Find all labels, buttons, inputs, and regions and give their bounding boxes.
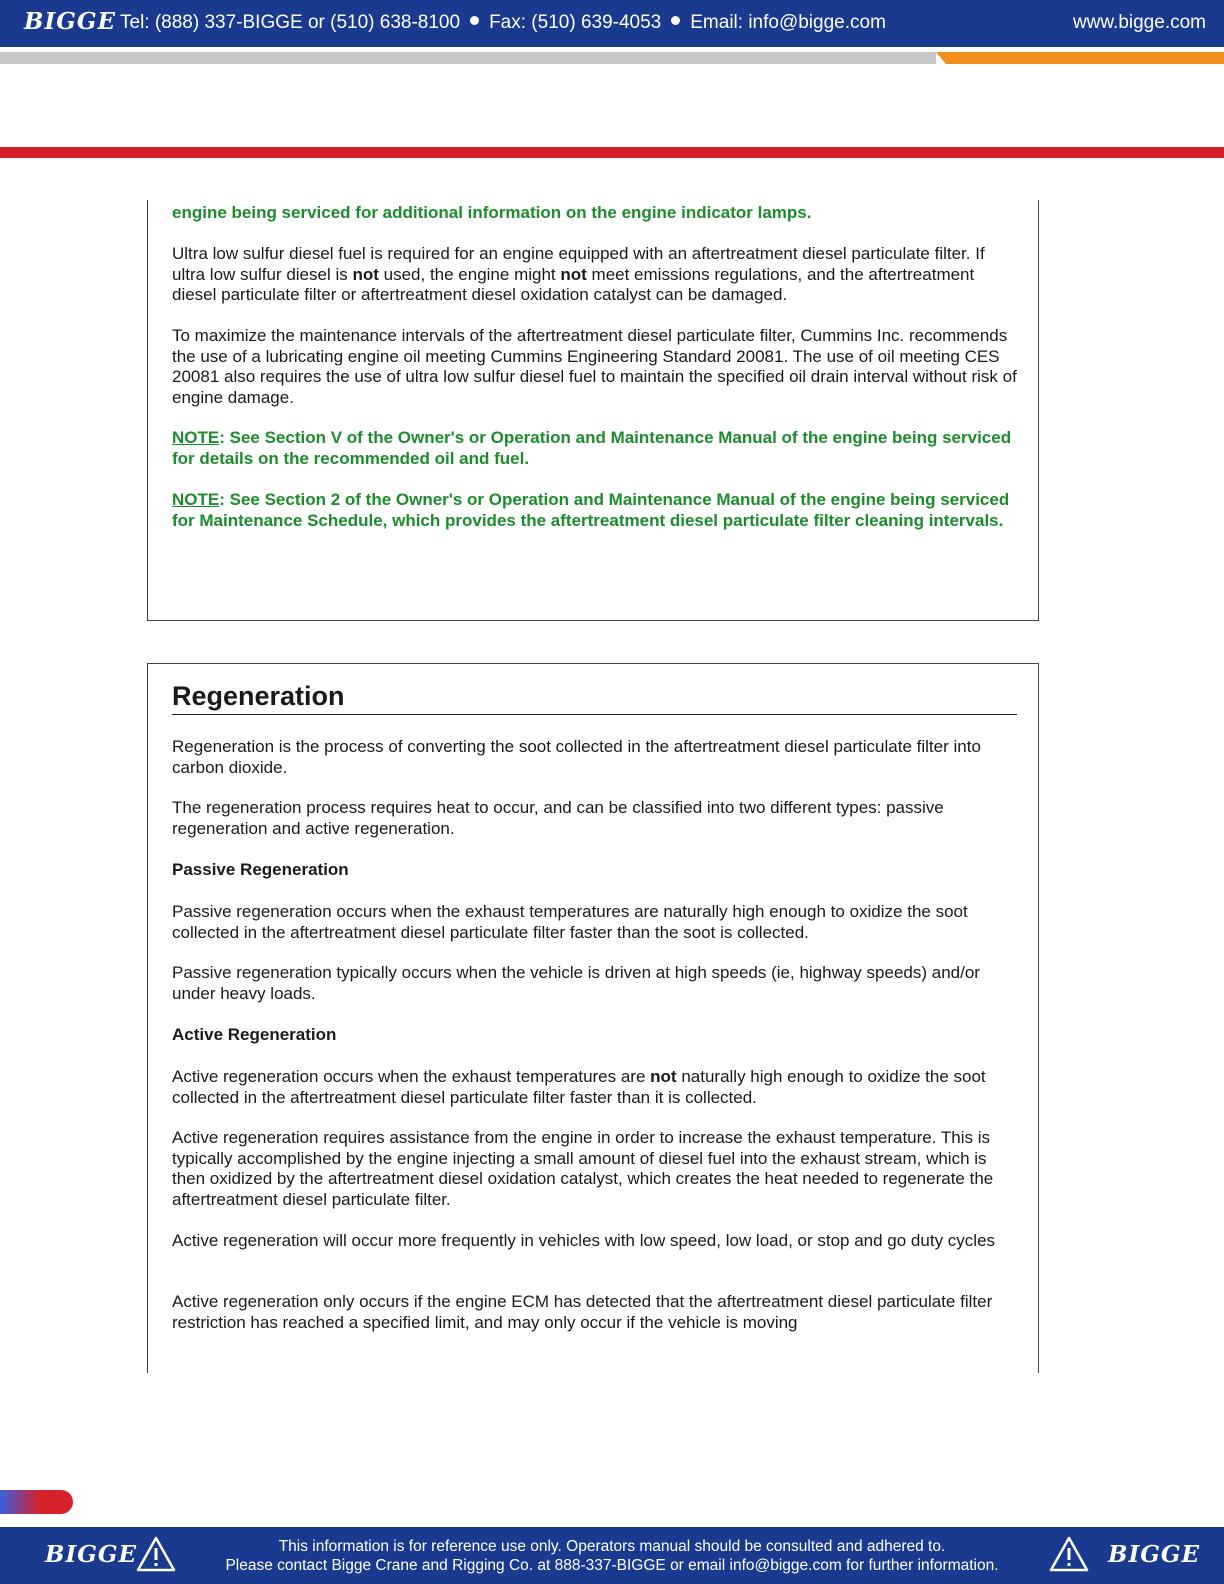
disclaimer-line-2: Please contact Bigge Crane and Rigging Co. at 888-337-BIGGE or email info@bigge.com for further information. xyxy=(225,1557,999,1574)
phone-text[interactable]: Tel: (888) 337-BIGGE or (510) 638-8100 xyxy=(120,12,461,33)
footer-disclaimer xyxy=(200,1537,1024,1575)
active-paragraph-1: Active regeneration occurs when the exhaust temperatures are not naturally high enough to oxidize the soot collected in the aftertreatment diesel particulate filter faster than it is collected. xyxy=(172,1067,986,1107)
page-tab xyxy=(0,1490,73,1514)
passive-heading: Passive Regeneration xyxy=(172,860,349,879)
oil-paragraph: To maximize the maintenance intervals of the aftertreatment diesel particulate filter, Cummins Inc. recommends the use of a lubricating engine oil meeting Cummins Engineering Standard 20081. The use of oil meeting CES 20081 also requires the use of ultra low sulfur diesel fuel to maintain the specified oil drain interval without risk of engine damage. xyxy=(172,326,1017,407)
regen-definition: Regeneration is the process of converting the soot collected in the aftertreatment diesel particulate filter into carbon dioxide. xyxy=(172,737,981,777)
footer-bar xyxy=(0,1527,1224,1584)
contact-info xyxy=(120,12,886,34)
fax-text: Fax: (510) 639-4053 xyxy=(489,12,662,33)
bigge-logo[interactable]: BIGGE xyxy=(45,1541,138,1568)
note-section-v: NOTE: See Section V of the Owner's or Operation and Maintenance Manual of the engine being serviced for details on the recommended oil and fuel. xyxy=(172,428,1012,468)
regen-types: The regeneration process requires heat to occur, and can be classified into two different types: passive regeneration and active regeneration. xyxy=(172,798,944,838)
note-section-2: NOTE: See Section 2 of the Owner's or Operation and Maintenance Manual of the engine being serviced for Maintenance Schedule, which provides the aftertreatment diesel particulate filter cleaning intervals. xyxy=(172,490,1010,530)
ulsd-paragraph: Ultra low sulfur diesel fuel is required for an engine equipped with an aftertreatment diesel particulate filter. If ultra low sulfur diesel is not used, the engine might not meet emissions regulations, and the aftertreatment diesel particulate filter or aftertreatment diesel oxidation catalyst can be damaged. xyxy=(172,244,985,304)
warning-triangle-icon xyxy=(1049,1536,1089,1572)
email-link[interactable]: Email: info@bigge.com xyxy=(690,12,886,33)
red-band xyxy=(0,147,1224,158)
bullet-icon xyxy=(470,16,479,25)
website-link[interactable]: www.bigge.com xyxy=(1072,12,1206,33)
bigge-logo[interactable]: BIGGE xyxy=(24,8,117,35)
section-title: Regeneration xyxy=(172,680,1017,715)
active-paragraph-2: Active regeneration requires assistance from the engine in order to increase the exhaust temperature. This is typically accomplished by the engine injecting a small amount of diesel fuel into the exhaust stream, which is then oxidized by the aftertreatment diesel oxidation catalyst, which creates the heat needed to regenerate the aftertreatment diesel particulate filter. xyxy=(172,1128,994,1209)
note-label: NOTE xyxy=(172,428,220,447)
disclaimer-line-1: This information is for reference use only. Operators manual should be consulted and adhered to. xyxy=(278,1538,946,1555)
engine-lamps-note: engine being serviced for additional information on the engine indicator lamps. xyxy=(172,203,812,222)
content-box-top xyxy=(147,200,1039,621)
orange-stripe xyxy=(936,52,1224,64)
header-bar xyxy=(0,0,1224,47)
grey-stripe xyxy=(0,52,936,64)
active-paragraph-4: Active regeneration only occurs if the engine ECM has detected that the aftertreatment diesel particulate filter restriction has reached a specified limit, and may only occur if the vehicle is moving xyxy=(172,1292,993,1332)
passive-paragraph-2: Passive regeneration typically occurs when the vehicle is driven at high speeds (ie, highway speeds) and/or under heavy loads. xyxy=(172,963,980,1003)
bullet-icon xyxy=(671,16,680,25)
warning-triangle-icon xyxy=(136,1536,176,1572)
note-label: NOTE xyxy=(172,490,220,509)
active-heading: Active Regeneration xyxy=(172,1025,337,1044)
active-paragraph-3: Active regeneration will occur more frequently in vehicles with low speed, low load, or stop and go duty cycles xyxy=(172,1231,996,1250)
content-box-regeneration xyxy=(147,663,1039,1373)
passive-paragraph-1: Passive regeneration occurs when the exhaust temperatures are naturally high enough to oxidize the soot collected in the aftertreatment diesel particulate filter faster than the soot is collected. xyxy=(172,902,968,942)
bigge-logo[interactable]: BIGGE xyxy=(1108,1541,1201,1568)
